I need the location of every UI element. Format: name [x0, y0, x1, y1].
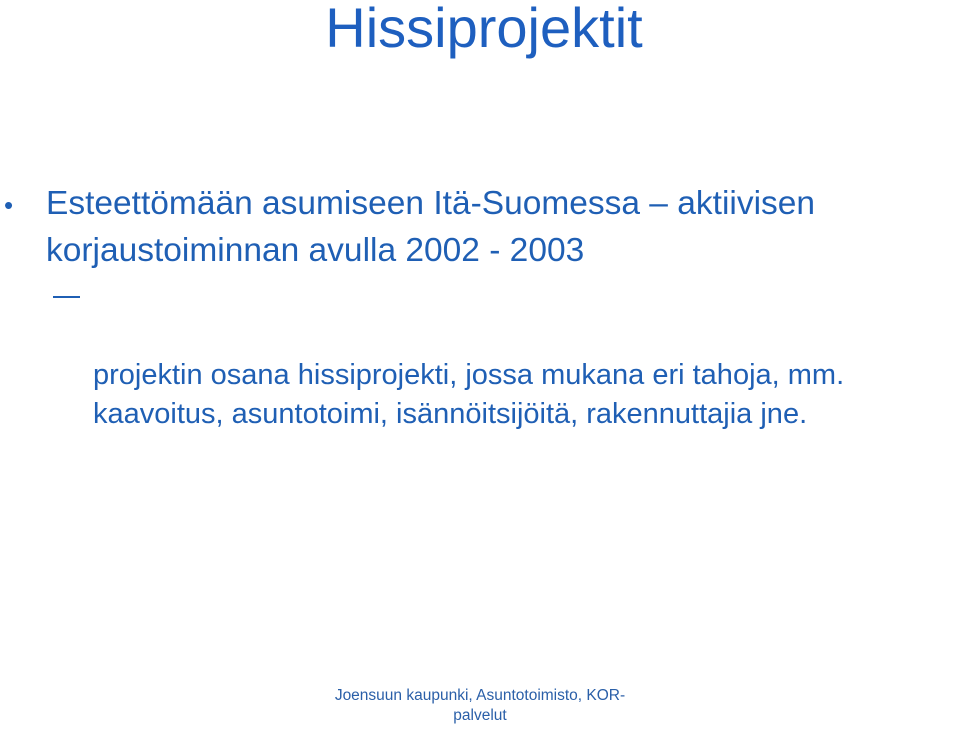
slide-title: Hissiprojektit — [325, 0, 643, 59]
slide-footer — [0, 686, 960, 726]
bullet-dot-icon: • — [4, 190, 14, 220]
footer-text: Joensuun kaupunki, Asuntotoimisto, KOR-palvelut — [334, 687, 626, 724]
bullet-list — [0, 180, 960, 434]
sub-bullet-text: projektin osana hissiprojekti, jossa mukana eri tahoja, mm. kaavoitus, asuntotoimi, isännöitsijöitä, rakennuttajia jne. — [93, 359, 845, 430]
sub-bullet-item — [0, 278, 960, 434]
bullet-item — [0, 180, 946, 274]
dash-icon — [53, 296, 80, 298]
bullet-text: Esteettömään asumiseen Itä-Suomessa – aktiivisen korjaustoiminnan avulla 2002 - 2003 — [46, 185, 816, 269]
